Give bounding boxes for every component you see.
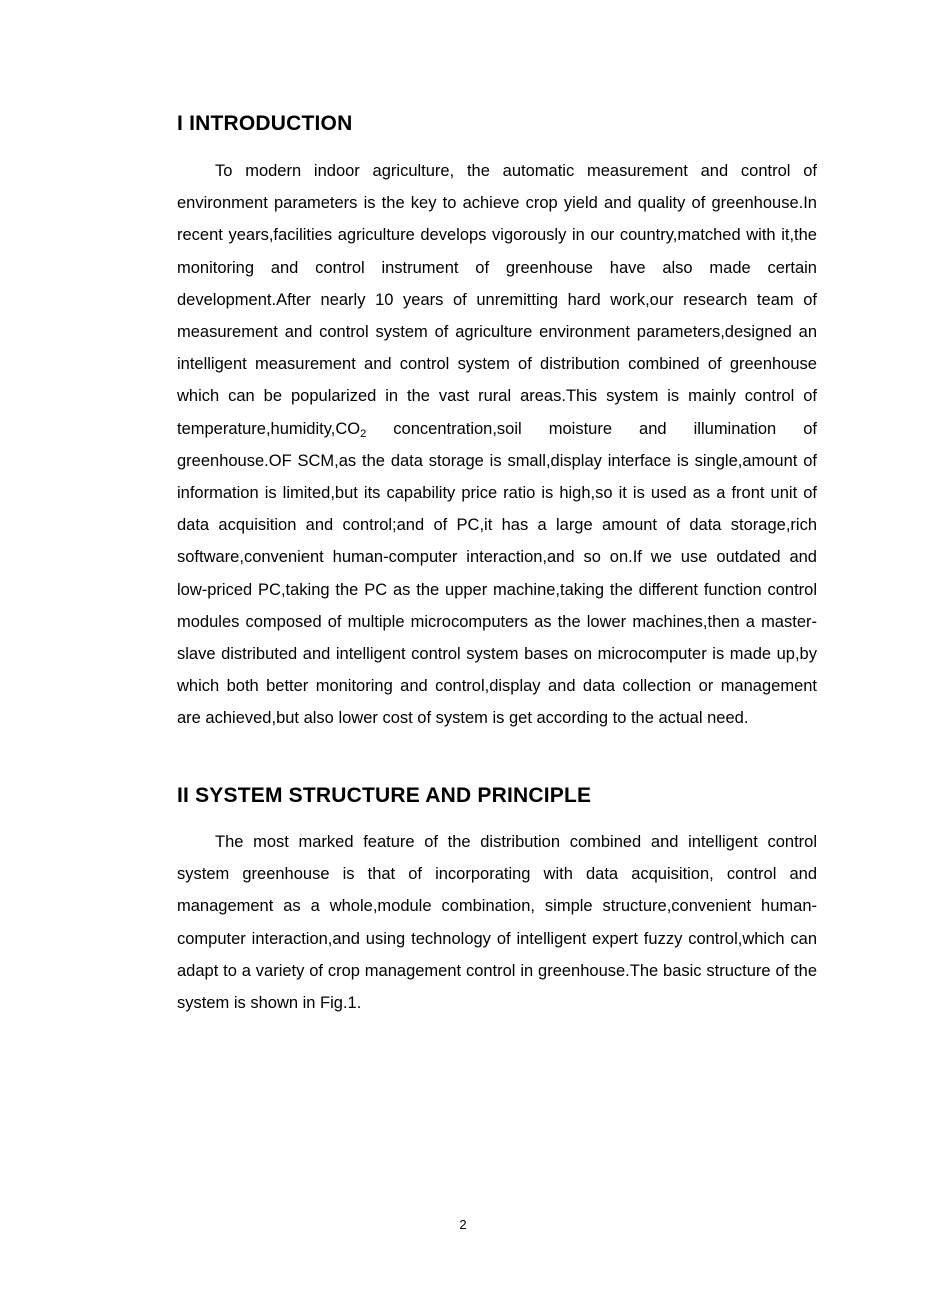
introduction-text-part-1: To modern indoor agriculture, the automatic measurement and control of environment parameters is the key to achieve crop yield and quality of greenhouse.In recent years,facilities agriculture develops vigorously in our country,matched with it,the monitoring and control instrument of greenhouse have also made certain development.After nearly 10 years of unremitting hard work,our research team of measurement and control system of agriculture environment parameters,designed an intelligent measurement and control system of distribution combined of greenhouse which can be popularized in the vast rural areas.This system is mainly control of temperature,humidity,CO xyxy=(177,162,817,438)
system-structure-paragraph: The most marked feature of the distribution combined and intelligent control system greenhouse is that of incorporating with data acquisition, control and management as a whole,module combination, simple structure,convenient human-computer interaction,and using technology of intelligent expert fuzzy control,which can adapt to a variety of crop management control in greenhouse.The basic structure of the system is shown in Fig.1. xyxy=(177,833,817,1013)
co2-subscript: 2 xyxy=(360,427,367,440)
section-heading-system-structure: II SYSTEM STRUCTURE AND PRINCIPLE xyxy=(177,784,592,807)
section-heading-introduction: I INTRODUCTION xyxy=(177,112,353,135)
page-number: 2 xyxy=(459,1217,467,1232)
introduction-text-part-2: concentration,soil moisture and illumination of greenhouse.OF SCM,as the data storage is small,display interface is single,amount of information is limited,but its capability price ratio is high,so it is used as a front unit of data acquisition and control;and of PC,it has a large amount of data storage,rich software,convenient human-computer interaction,and so on.If we use outdated and low-priced PC,taking the PC as the upper machine,taking the different function control modules composed of multiple microcomputers as the lower machines,then a master-slave distributed and intelligent control system bases on microcomputer is made up,by which both better monitoring and control,display and data collection or management are achieved,but also lower cost of system is get according to the actual need. xyxy=(177,419,817,728)
introduction-paragraph xyxy=(177,155,817,735)
